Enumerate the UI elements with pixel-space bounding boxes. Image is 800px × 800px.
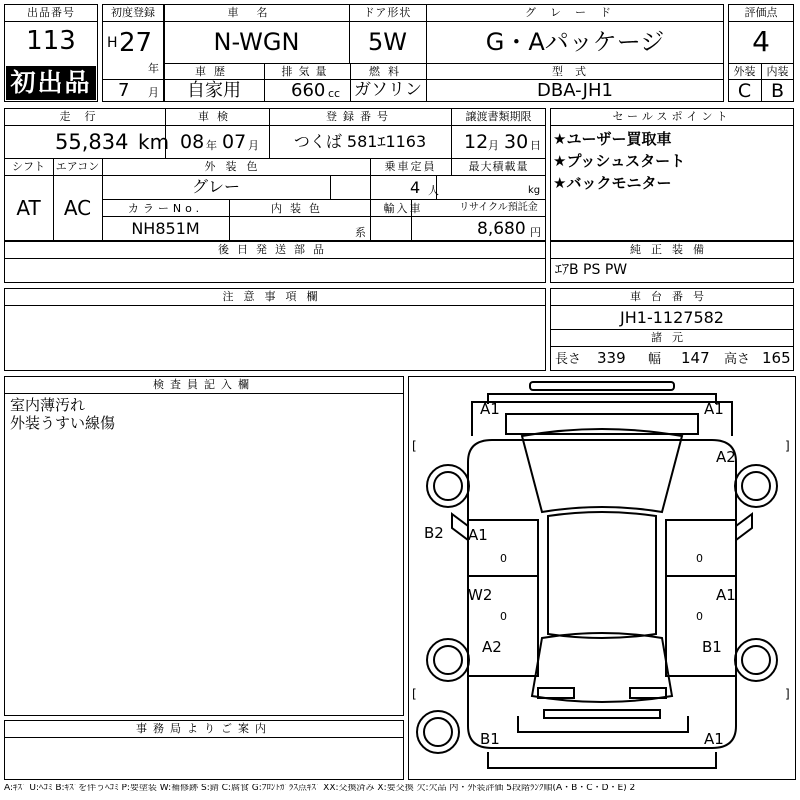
shift: AT	[16, 196, 41, 220]
score: 4	[752, 25, 770, 58]
equipment-label: 純正装備	[630, 243, 714, 256]
chassis-label: 車台番号	[630, 290, 714, 303]
mark-top-right: A1	[704, 400, 724, 418]
inspector-note-1: 室内薄汚れ	[10, 396, 86, 414]
model: DBA-JH1	[537, 80, 613, 101]
office-label: 事務局よりご案内	[136, 722, 272, 735]
recycle-fee: 8,680	[477, 219, 526, 239]
mileage-label: 走行	[59, 110, 110, 123]
displacement: 660	[291, 80, 326, 101]
sales-point-3: ★バックモニター	[553, 174, 672, 192]
exterior-grade: C	[737, 80, 752, 102]
exterior-label: 外装	[733, 65, 756, 78]
exterior-color-label: 外装色	[204, 160, 268, 173]
max-load-label: 最大積載量	[468, 160, 529, 173]
grade-label: グレード	[525, 6, 625, 19]
notes-label: 注意事項欄	[222, 290, 328, 303]
first-registration-label: 初度登録	[111, 6, 155, 19]
mark-right-lower: B1	[702, 638, 722, 656]
transfer-month: 12	[464, 131, 489, 153]
door-zero-1: 0	[500, 552, 507, 565]
length: 339	[597, 349, 626, 367]
door-zero-4: 0	[696, 610, 703, 623]
month-unit: 月	[148, 86, 159, 99]
aircon: AC	[63, 196, 92, 220]
sales-points-label: セールスポイント	[612, 110, 732, 123]
capacity: 4	[410, 178, 421, 197]
shift-label: シフト	[12, 160, 45, 173]
car-diagram-svg	[408, 376, 796, 780]
mileage: 55,834	[55, 130, 129, 154]
mark-left-front-door: A1	[468, 526, 488, 544]
recycle-label: リサイクル預託金	[459, 202, 538, 213]
import-label: 輸入車	[383, 202, 423, 215]
color-number-label: カラーNo.	[127, 202, 204, 215]
door-zero-3: 0	[696, 552, 703, 565]
grade: G・Aパッケージ	[485, 28, 665, 56]
door-zero-2: 0	[500, 610, 507, 623]
mileage-unit: km	[138, 130, 170, 154]
length-label: 長さ	[555, 352, 582, 367]
capacity-label: 乗車定員	[384, 160, 437, 173]
inspection-year-unit: 年	[206, 139, 217, 152]
mark-left-lower: A2	[482, 638, 502, 656]
chassis-number: JH1-1127582	[620, 308, 724, 327]
first-listing-text: 初出品	[10, 68, 92, 97]
history: 自家用	[187, 80, 241, 101]
dims-label: 諸元	[651, 331, 693, 344]
inspector-note-2: 外装うすい線傷	[10, 414, 116, 432]
bracket-left-2: [	[412, 687, 417, 701]
fuel: ガソリン	[354, 80, 422, 100]
inspection-month: 07	[222, 131, 247, 153]
inspection-label: 車検	[198, 110, 236, 123]
inspection-month-unit: 月	[248, 139, 259, 152]
legend: A:ｷｽﾞ U:ﾍｺﾐ B:ｷｽﾞを伴うﾍｺﾐ P:要塗装 W:補修跡 S:錆 C:腐食 G:ﾌﾛﾝﾄｶﾞﾗｽ点ｷｽﾞ XX:交換済み X:要交換 欠:欠品 内・外装評価 5段階ﾗﾝｸ順(A・B・C・D・E) 2	[4, 784, 636, 793]
later-parts-label: 後日発送部品	[218, 243, 332, 256]
lot-number: 113	[26, 26, 76, 56]
model-label: 型式	[552, 65, 598, 78]
bracket-right-1: ]	[785, 439, 790, 453]
interior-label: 内装	[766, 65, 789, 78]
height: 165	[762, 349, 791, 367]
transfer-day-unit: 日	[530, 139, 541, 152]
history-label: 車歴	[195, 65, 233, 78]
score-label: 評価点	[744, 6, 778, 19]
lot-number-label: 出品番号	[27, 6, 75, 19]
mark-left-side: B2	[424, 524, 444, 542]
inspection-year: 08	[180, 131, 205, 153]
interior-color-unit: 系	[355, 226, 366, 239]
aircon-label: エアコン	[55, 160, 100, 173]
bracket-right-2: ]	[785, 687, 790, 701]
color-number: NH851M	[131, 219, 200, 238]
exterior-color: グレー	[191, 177, 240, 196]
bracket-left-1: [	[412, 439, 417, 453]
width: 147	[681, 349, 710, 367]
transfer-deadline-label: 譲渡書類期限	[465, 110, 532, 123]
plate-label: 登録番号	[326, 110, 394, 123]
mark-top-left: A1	[480, 400, 500, 418]
displacement-unit: cc	[328, 87, 341, 100]
car-name-label: 車名	[227, 6, 286, 19]
inspector-label: 検査員記入欄	[153, 378, 255, 391]
sales-point-2: ★プッシュスタート	[553, 152, 686, 170]
era: H	[107, 35, 118, 51]
first-registration-month: 7	[118, 80, 130, 101]
year-unit: 年	[148, 62, 159, 75]
interior-color-label: 内装色	[271, 202, 328, 215]
capacity-unit: 人	[428, 184, 439, 197]
mark-left-rear-door: W2	[468, 586, 493, 604]
sales-point-1: ★ユーザー買取車	[553, 130, 672, 148]
width-label: 幅	[648, 352, 662, 367]
mark-bottom-right: A1	[704, 730, 724, 748]
mark-bottom-left: B1	[480, 730, 500, 748]
recycle-fee-unit: 円	[530, 226, 541, 239]
door-type: 5W	[368, 28, 407, 56]
transfer-day: 30	[504, 131, 529, 153]
transfer-month-unit: 月	[488, 139, 499, 152]
plate: つくば 581ｴ1163	[293, 132, 427, 151]
interior-grade: B	[770, 80, 785, 102]
door-type-label: ドア形状	[363, 6, 412, 19]
mark-right-rear-door: A1	[716, 586, 736, 604]
first-registration-year: 27	[119, 28, 153, 58]
max-load-unit: kg	[528, 185, 541, 196]
car-name: N-WGN	[213, 28, 300, 56]
mark-right-upper: A2	[716, 448, 736, 466]
displacement-label: 排気量	[281, 65, 333, 78]
equipment: ｴｱB PS PW	[555, 262, 628, 278]
fuel-label: 燃料	[369, 65, 407, 78]
height-label: 高さ	[724, 352, 751, 367]
